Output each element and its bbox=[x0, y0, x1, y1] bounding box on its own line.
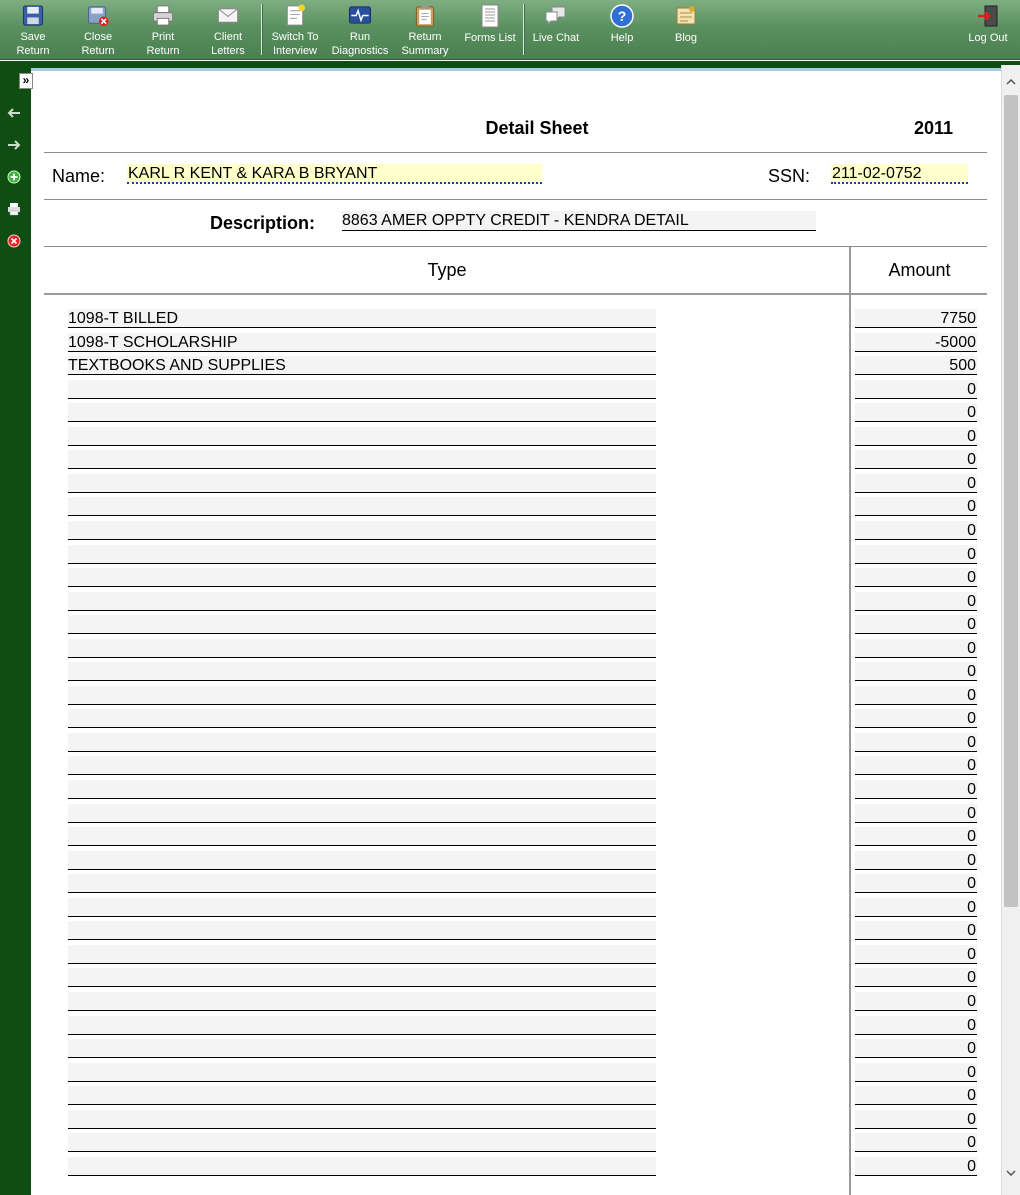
amount-field[interactable]: 0 bbox=[855, 921, 977, 940]
type-field[interactable] bbox=[68, 662, 656, 681]
save-return-label: Save Return bbox=[16, 31, 50, 57]
chevron-down-icon bbox=[1006, 1170, 1016, 1176]
type-field[interactable]: 1098-T BILLED bbox=[68, 309, 656, 328]
clipboard-icon bbox=[413, 4, 437, 27]
type-field[interactable] bbox=[68, 568, 656, 587]
document-list-icon bbox=[478, 4, 502, 28]
diagnostics-icon bbox=[348, 4, 372, 27]
scroll-thumb[interactable] bbox=[1004, 95, 1018, 907]
type-field[interactable] bbox=[68, 1086, 656, 1105]
toolbar-separator bbox=[523, 4, 524, 55]
amount-field[interactable]: 0 bbox=[855, 1110, 977, 1129]
amount-field[interactable]: 0 bbox=[855, 827, 977, 846]
return-summary-label: Return Summary bbox=[401, 31, 449, 57]
type-field[interactable] bbox=[68, 827, 656, 846]
type-field[interactable] bbox=[68, 1133, 656, 1152]
print-return-button[interactable] bbox=[141, 4, 185, 58]
amount-field[interactable]: 0 bbox=[855, 874, 977, 893]
type-field[interactable] bbox=[68, 474, 656, 493]
forms-list-label: Forms List bbox=[464, 32, 516, 44]
print-button[interactable] bbox=[6, 201, 22, 217]
return-summary-button[interactable] bbox=[400, 4, 450, 58]
type-field[interactable] bbox=[68, 639, 656, 658]
log-out-button[interactable] bbox=[964, 4, 1012, 58]
type-field[interactable] bbox=[68, 968, 656, 987]
printer-icon bbox=[7, 202, 21, 216]
envelope-icon bbox=[216, 4, 240, 27]
run-diagnostics-button[interactable] bbox=[330, 4, 390, 58]
arrow-right-icon bbox=[7, 140, 21, 150]
next-button[interactable] bbox=[6, 137, 22, 153]
amount-field[interactable]: 0 bbox=[855, 1157, 977, 1176]
scroll-up-button[interactable] bbox=[1004, 75, 1018, 89]
forms-list-button[interactable] bbox=[462, 4, 518, 58]
amount-field[interactable]: 0 bbox=[855, 804, 977, 823]
live-chat-button[interactable] bbox=[531, 4, 581, 58]
type-field[interactable] bbox=[68, 521, 656, 540]
toolbar-separator bbox=[261, 4, 262, 55]
column-divider bbox=[849, 247, 851, 1195]
type-field[interactable] bbox=[68, 756, 656, 775]
type-field[interactable] bbox=[68, 945, 656, 964]
client-letters-label: Client Letters bbox=[211, 31, 245, 57]
amount-field[interactable]: 0 bbox=[855, 898, 977, 917]
type-field[interactable] bbox=[68, 1157, 656, 1176]
amount-field[interactable]: 0 bbox=[855, 1039, 977, 1058]
type-field[interactable] bbox=[68, 733, 656, 752]
switch-to-interview-label: Switch To Interview bbox=[271, 31, 319, 57]
amount-field[interactable]: 0 bbox=[855, 1086, 977, 1105]
type-field[interactable] bbox=[68, 403, 656, 422]
chevron-up-icon bbox=[1006, 79, 1016, 85]
client-letters-button[interactable] bbox=[206, 4, 250, 58]
description-field[interactable]: 8863 AMER OPPTY CREDIT - KENDRA DETAIL bbox=[342, 211, 816, 231]
amount-field[interactable]: 0 bbox=[855, 427, 977, 446]
blog-button[interactable] bbox=[666, 4, 706, 58]
save-icon bbox=[21, 4, 45, 27]
chat-bubbles-icon bbox=[544, 4, 568, 28]
amount-field[interactable]: 0 bbox=[855, 380, 977, 399]
amount-field[interactable]: 0 bbox=[855, 709, 977, 728]
previous-button[interactable] bbox=[6, 105, 22, 121]
amount-field[interactable]: 0 bbox=[855, 615, 977, 634]
switch-to-interview-button[interactable] bbox=[268, 4, 322, 58]
type-field[interactable] bbox=[68, 851, 656, 870]
help-icon bbox=[610, 4, 634, 28]
type-field[interactable] bbox=[68, 686, 656, 705]
close-return-icon bbox=[86, 4, 110, 27]
delete-button[interactable] bbox=[6, 233, 22, 249]
name-field[interactable]: KARL R KENT & KARA B BRYANT bbox=[127, 164, 542, 184]
log-out-label: Log Out bbox=[968, 32, 1008, 44]
amount-column-header: Amount bbox=[888, 260, 951, 280]
type-field[interactable] bbox=[68, 921, 656, 940]
amount-field[interactable]: -5000 bbox=[855, 333, 977, 352]
divider bbox=[44, 246, 987, 247]
printer-icon bbox=[151, 4, 175, 27]
amount-field[interactable]: 0 bbox=[855, 686, 977, 705]
left-sidebar bbox=[0, 61, 29, 1195]
delete-icon bbox=[7, 234, 21, 248]
type-field[interactable] bbox=[68, 1063, 656, 1082]
logout-icon bbox=[976, 4, 1000, 28]
amount-field[interactable]: 0 bbox=[855, 497, 977, 516]
run-diagnostics-label: Run Diagnostics bbox=[331, 31, 389, 57]
svg-text:?: ? bbox=[617, 8, 627, 24]
name-label: Name: bbox=[52, 166, 106, 186]
scroll-down-button[interactable] bbox=[1004, 1166, 1018, 1180]
type-field[interactable] bbox=[68, 1016, 656, 1035]
page-title: Detail Sheet bbox=[485, 118, 589, 138]
type-field[interactable] bbox=[68, 427, 656, 446]
type-field[interactable] bbox=[68, 592, 656, 611]
amount-field[interactable]: 0 bbox=[855, 968, 977, 987]
type-field[interactable] bbox=[68, 898, 656, 917]
amount-field[interactable]: 0 bbox=[855, 992, 977, 1011]
interview-icon bbox=[283, 4, 307, 27]
amount-field[interactable]: 0 bbox=[855, 592, 977, 611]
type-field[interactable] bbox=[68, 709, 656, 728]
amount-field[interactable]: 0 bbox=[855, 1016, 977, 1035]
print-return-label: Print Return bbox=[146, 31, 180, 57]
amount-field[interactable]: 0 bbox=[855, 851, 977, 870]
type-field[interactable]: TEXTBOOKS AND SUPPLIES bbox=[68, 356, 656, 375]
type-field[interactable] bbox=[68, 1110, 656, 1129]
type-field[interactable] bbox=[68, 615, 656, 634]
amount-field[interactable]: 0 bbox=[855, 780, 977, 799]
amount-field[interactable]: 0 bbox=[855, 639, 977, 658]
divider bbox=[44, 152, 987, 153]
detail-sheet-document bbox=[31, 68, 1001, 1195]
description-label: Description: bbox=[210, 213, 316, 233]
type-column-header: Type bbox=[427, 260, 467, 280]
amount-field[interactable]: 0 bbox=[855, 733, 977, 752]
vertical-scrollbar[interactable] bbox=[1001, 65, 1020, 1195]
blog-icon bbox=[674, 4, 698, 28]
header-divider bbox=[44, 293, 987, 295]
type-field[interactable] bbox=[68, 450, 656, 469]
help-button[interactable] bbox=[602, 4, 642, 58]
amount-field[interactable]: 0 bbox=[855, 521, 977, 540]
save-return-button[interactable] bbox=[12, 4, 54, 58]
close-return-button[interactable] bbox=[75, 4, 121, 58]
live-chat-label: Live Chat bbox=[532, 32, 580, 44]
amount-field[interactable]: 0 bbox=[855, 662, 977, 681]
ssn-label: SSN: bbox=[768, 166, 811, 186]
main-toolbar bbox=[0, 0, 1020, 60]
blog-label: Blog bbox=[674, 32, 698, 44]
expand-panel-button[interactable]: » bbox=[19, 73, 33, 89]
amount-field[interactable]: 0 bbox=[855, 756, 977, 775]
tax-year: 2011 bbox=[914, 118, 954, 138]
type-field[interactable] bbox=[68, 992, 656, 1011]
amount-field[interactable]: 0 bbox=[855, 545, 977, 564]
add-button[interactable] bbox=[6, 169, 22, 185]
type-field[interactable] bbox=[68, 804, 656, 823]
ssn-field[interactable]: 211-02-0752 bbox=[831, 164, 968, 184]
add-icon bbox=[7, 170, 21, 184]
type-field[interactable] bbox=[68, 545, 656, 564]
type-field[interactable] bbox=[68, 380, 656, 399]
amount-field[interactable]: 0 bbox=[855, 1133, 977, 1152]
amount-field[interactable]: 0 bbox=[855, 945, 977, 964]
help-label: Help bbox=[610, 32, 634, 44]
amount-field[interactable]: 0 bbox=[855, 474, 977, 493]
divider bbox=[44, 199, 987, 200]
amount-field[interactable]: 0 bbox=[855, 1063, 977, 1082]
amount-field[interactable]: 0 bbox=[855, 403, 977, 422]
type-field[interactable] bbox=[68, 1039, 656, 1058]
amount-field[interactable]: 7750 bbox=[855, 309, 977, 328]
arrow-left-icon bbox=[7, 108, 21, 118]
amount-field[interactable]: 0 bbox=[855, 450, 977, 469]
type-field[interactable]: 1098-T SCHOLARSHIP bbox=[68, 333, 656, 352]
amount-field[interactable]: 500 bbox=[855, 356, 977, 375]
type-field[interactable] bbox=[68, 874, 656, 893]
close-return-label: Close Return bbox=[81, 31, 115, 57]
type-field[interactable] bbox=[68, 780, 656, 799]
amount-field[interactable]: 0 bbox=[855, 568, 977, 587]
type-field[interactable] bbox=[68, 497, 656, 516]
